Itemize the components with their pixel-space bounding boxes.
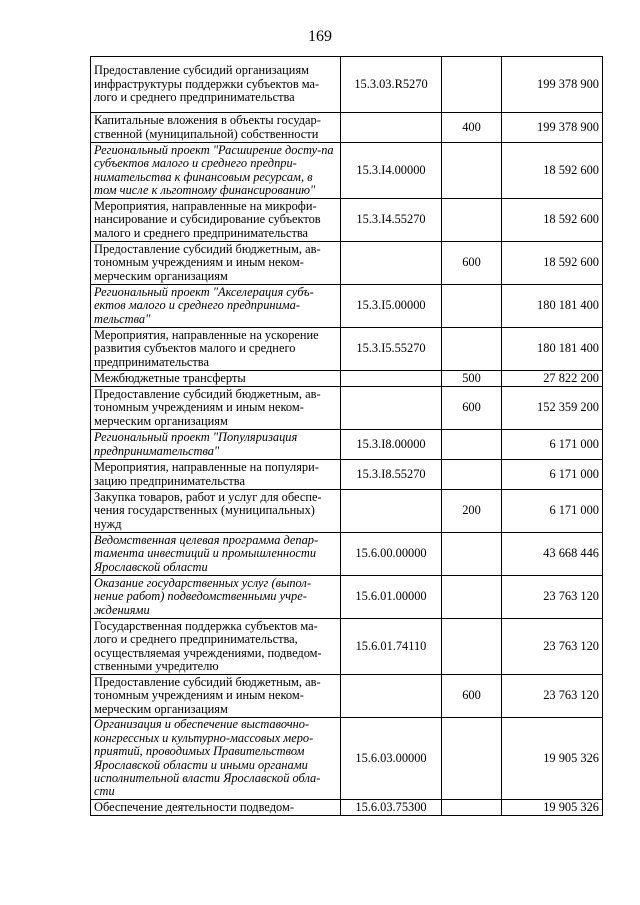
- row-name-cell: Предоставление субсидий бюджетным, ав-тономным учреждениям и иным неком-мерческим организациям: [91, 675, 341, 718]
- row-name-cell: Мероприятия, направленные на ускорение развития субъектов малого и среднего предпринимательства: [91, 328, 341, 371]
- table-row: [91, 460, 603, 490]
- table-row: [91, 242, 603, 285]
- row-name-cell: Государственная поддержка субъектов ма-лого и среднего предпринимательства, осуществляемая учреждениями, подведом-ственными учредителю: [91, 619, 341, 675]
- row-amount-cell: 6 171 000: [502, 430, 603, 460]
- row-code-cell: 15.6.01.74110: [341, 619, 442, 675]
- row-type-cell: [442, 57, 502, 113]
- table-row: [91, 619, 603, 675]
- table-row: [91, 143, 603, 199]
- row-code-cell: 15.6.01.00000: [341, 576, 442, 619]
- row-code-cell: 15.3.I8.00000: [341, 430, 442, 460]
- table-row: [91, 430, 603, 460]
- table-row: [91, 533, 603, 576]
- table-row: [91, 57, 603, 113]
- row-amount-cell: 152 359 200: [502, 387, 603, 430]
- row-amount-cell: 6 171 000: [502, 460, 603, 490]
- row-code-cell: 15.6.03.00000: [341, 718, 442, 800]
- row-name-cell: Мероприятия, направленные на микрофи-нансирование и субсидирование субъектов малого и среднего предпринимательства: [91, 199, 341, 242]
- row-code-cell: [341, 490, 442, 533]
- row-type-cell: [442, 718, 502, 800]
- row-type-cell: [442, 533, 502, 576]
- row-type-cell: 600: [442, 675, 502, 718]
- row-amount-cell: 19 905 326: [502, 800, 603, 816]
- row-type-cell: 600: [442, 387, 502, 430]
- table-row: [91, 800, 603, 816]
- table-row: [91, 576, 603, 619]
- table-row: [91, 387, 603, 430]
- row-name-cell: Региональный проект "Расширение досту-па субъектов малого и среднего предпри-нимательства к финансовым ресурсам, в том числе к льготному финансированию": [91, 143, 341, 199]
- row-amount-cell: 27 822 200: [502, 371, 603, 387]
- row-amount-cell: 6 171 000: [502, 490, 603, 533]
- row-amount-cell: 23 763 120: [502, 619, 603, 675]
- row-amount-cell: 199 378 900: [502, 57, 603, 113]
- row-name-cell: Ведомственная целевая программа депар-тамента инвестиций и промышленности Ярославской области: [91, 533, 341, 576]
- row-code-cell: [341, 675, 442, 718]
- row-amount-cell: 18 592 600: [502, 242, 603, 285]
- row-name-cell: Оказание государственных услуг (выпол-нение работ) подведомственными учре-ждениями: [91, 576, 341, 619]
- row-type-cell: [442, 143, 502, 199]
- row-code-cell: 15.3.I4.00000: [341, 143, 442, 199]
- row-amount-cell: 43 668 446: [502, 533, 603, 576]
- row-type-cell: 500: [442, 371, 502, 387]
- table-row: [91, 675, 603, 718]
- row-code-cell: 15.6.03.75300: [341, 800, 442, 816]
- row-type-cell: [442, 328, 502, 371]
- row-code-cell: 15.3.I5.00000: [341, 285, 442, 328]
- row-amount-cell: 180 181 400: [502, 285, 603, 328]
- row-name-cell: Региональный проект "Акселерация субъ-ектов малого и среднего предпринима-тельства": [91, 285, 341, 328]
- row-type-cell: 400: [442, 113, 502, 143]
- row-amount-cell: 19 905 326: [502, 718, 603, 800]
- budget-table-body: [91, 57, 603, 816]
- row-amount-cell: 18 592 600: [502, 143, 603, 199]
- row-type-cell: 600: [442, 242, 502, 285]
- row-amount-cell: 199 378 900: [502, 113, 603, 143]
- table-row: [91, 718, 603, 800]
- row-type-cell: [442, 285, 502, 328]
- row-name-cell: Закупка товаров, работ и услуг для обеспе-чения государственных (муниципальных) нужд: [91, 490, 341, 533]
- row-name-cell: Межбюджетные трансферты: [91, 371, 341, 387]
- row-type-cell: [442, 460, 502, 490]
- row-type-cell: [442, 199, 502, 242]
- row-code-cell: 15.3.03.R5270: [341, 57, 442, 113]
- row-type-cell: 200: [442, 490, 502, 533]
- row-code-cell: 15.3.I8.55270: [341, 460, 442, 490]
- row-amount-cell: 180 181 400: [502, 328, 603, 371]
- row-name-cell: Мероприятия, направленные на популяри-зацию предпринимательства: [91, 460, 341, 490]
- table-row: [91, 371, 603, 387]
- row-code-cell: 15.3.I4.55270: [341, 199, 442, 242]
- row-amount-cell: 23 763 120: [502, 675, 603, 718]
- row-amount-cell: 23 763 120: [502, 576, 603, 619]
- budget-table: [90, 56, 603, 816]
- row-name-cell: Предоставление субсидий организациям инфраструктуры поддержки субъектов ма-лого и среднего предпринимательства: [91, 57, 341, 113]
- row-type-cell: [442, 430, 502, 460]
- row-type-cell: [442, 619, 502, 675]
- row-name-cell: Региональный проект "Популяризация предпринимательства": [91, 430, 341, 460]
- row-code-cell: [341, 371, 442, 387]
- table-row: [91, 285, 603, 328]
- row-name-cell: Организация и обеспечение выставочно-конгрессных и культурно-массовых меро-приятий, проводимых Правительством Ярославской области и иными органами исполнительной власти Ярославской обла-сти: [91, 718, 341, 800]
- row-name-cell: Предоставление субсидий бюджетным, ав-тономным учреждениям и иным неком-мерческим организациям: [91, 242, 341, 285]
- row-code-cell: [341, 113, 442, 143]
- page-number: 169: [308, 28, 332, 45]
- row-type-cell: [442, 800, 502, 816]
- row-type-cell: [442, 576, 502, 619]
- table-row: [91, 328, 603, 371]
- row-amount-cell: 18 592 600: [502, 199, 603, 242]
- table-row: [91, 113, 603, 143]
- row-code-cell: 15.3.I5.55270: [341, 328, 442, 371]
- row-code-cell: [341, 387, 442, 430]
- row-code-cell: [341, 242, 442, 285]
- row-name-cell: Капитальные вложения в объекты государ-ственной (муниципальной) собственности: [91, 113, 341, 143]
- row-name-cell: Обеспечение деятельности подведом-: [91, 800, 341, 816]
- table-row: [91, 199, 603, 242]
- row-name-cell: Предоставление субсидий бюджетным, ав-тономным учреждениям и иным неком-мерческим организациям: [91, 387, 341, 430]
- table-row: [91, 490, 603, 533]
- row-code-cell: 15.6.00.00000: [341, 533, 442, 576]
